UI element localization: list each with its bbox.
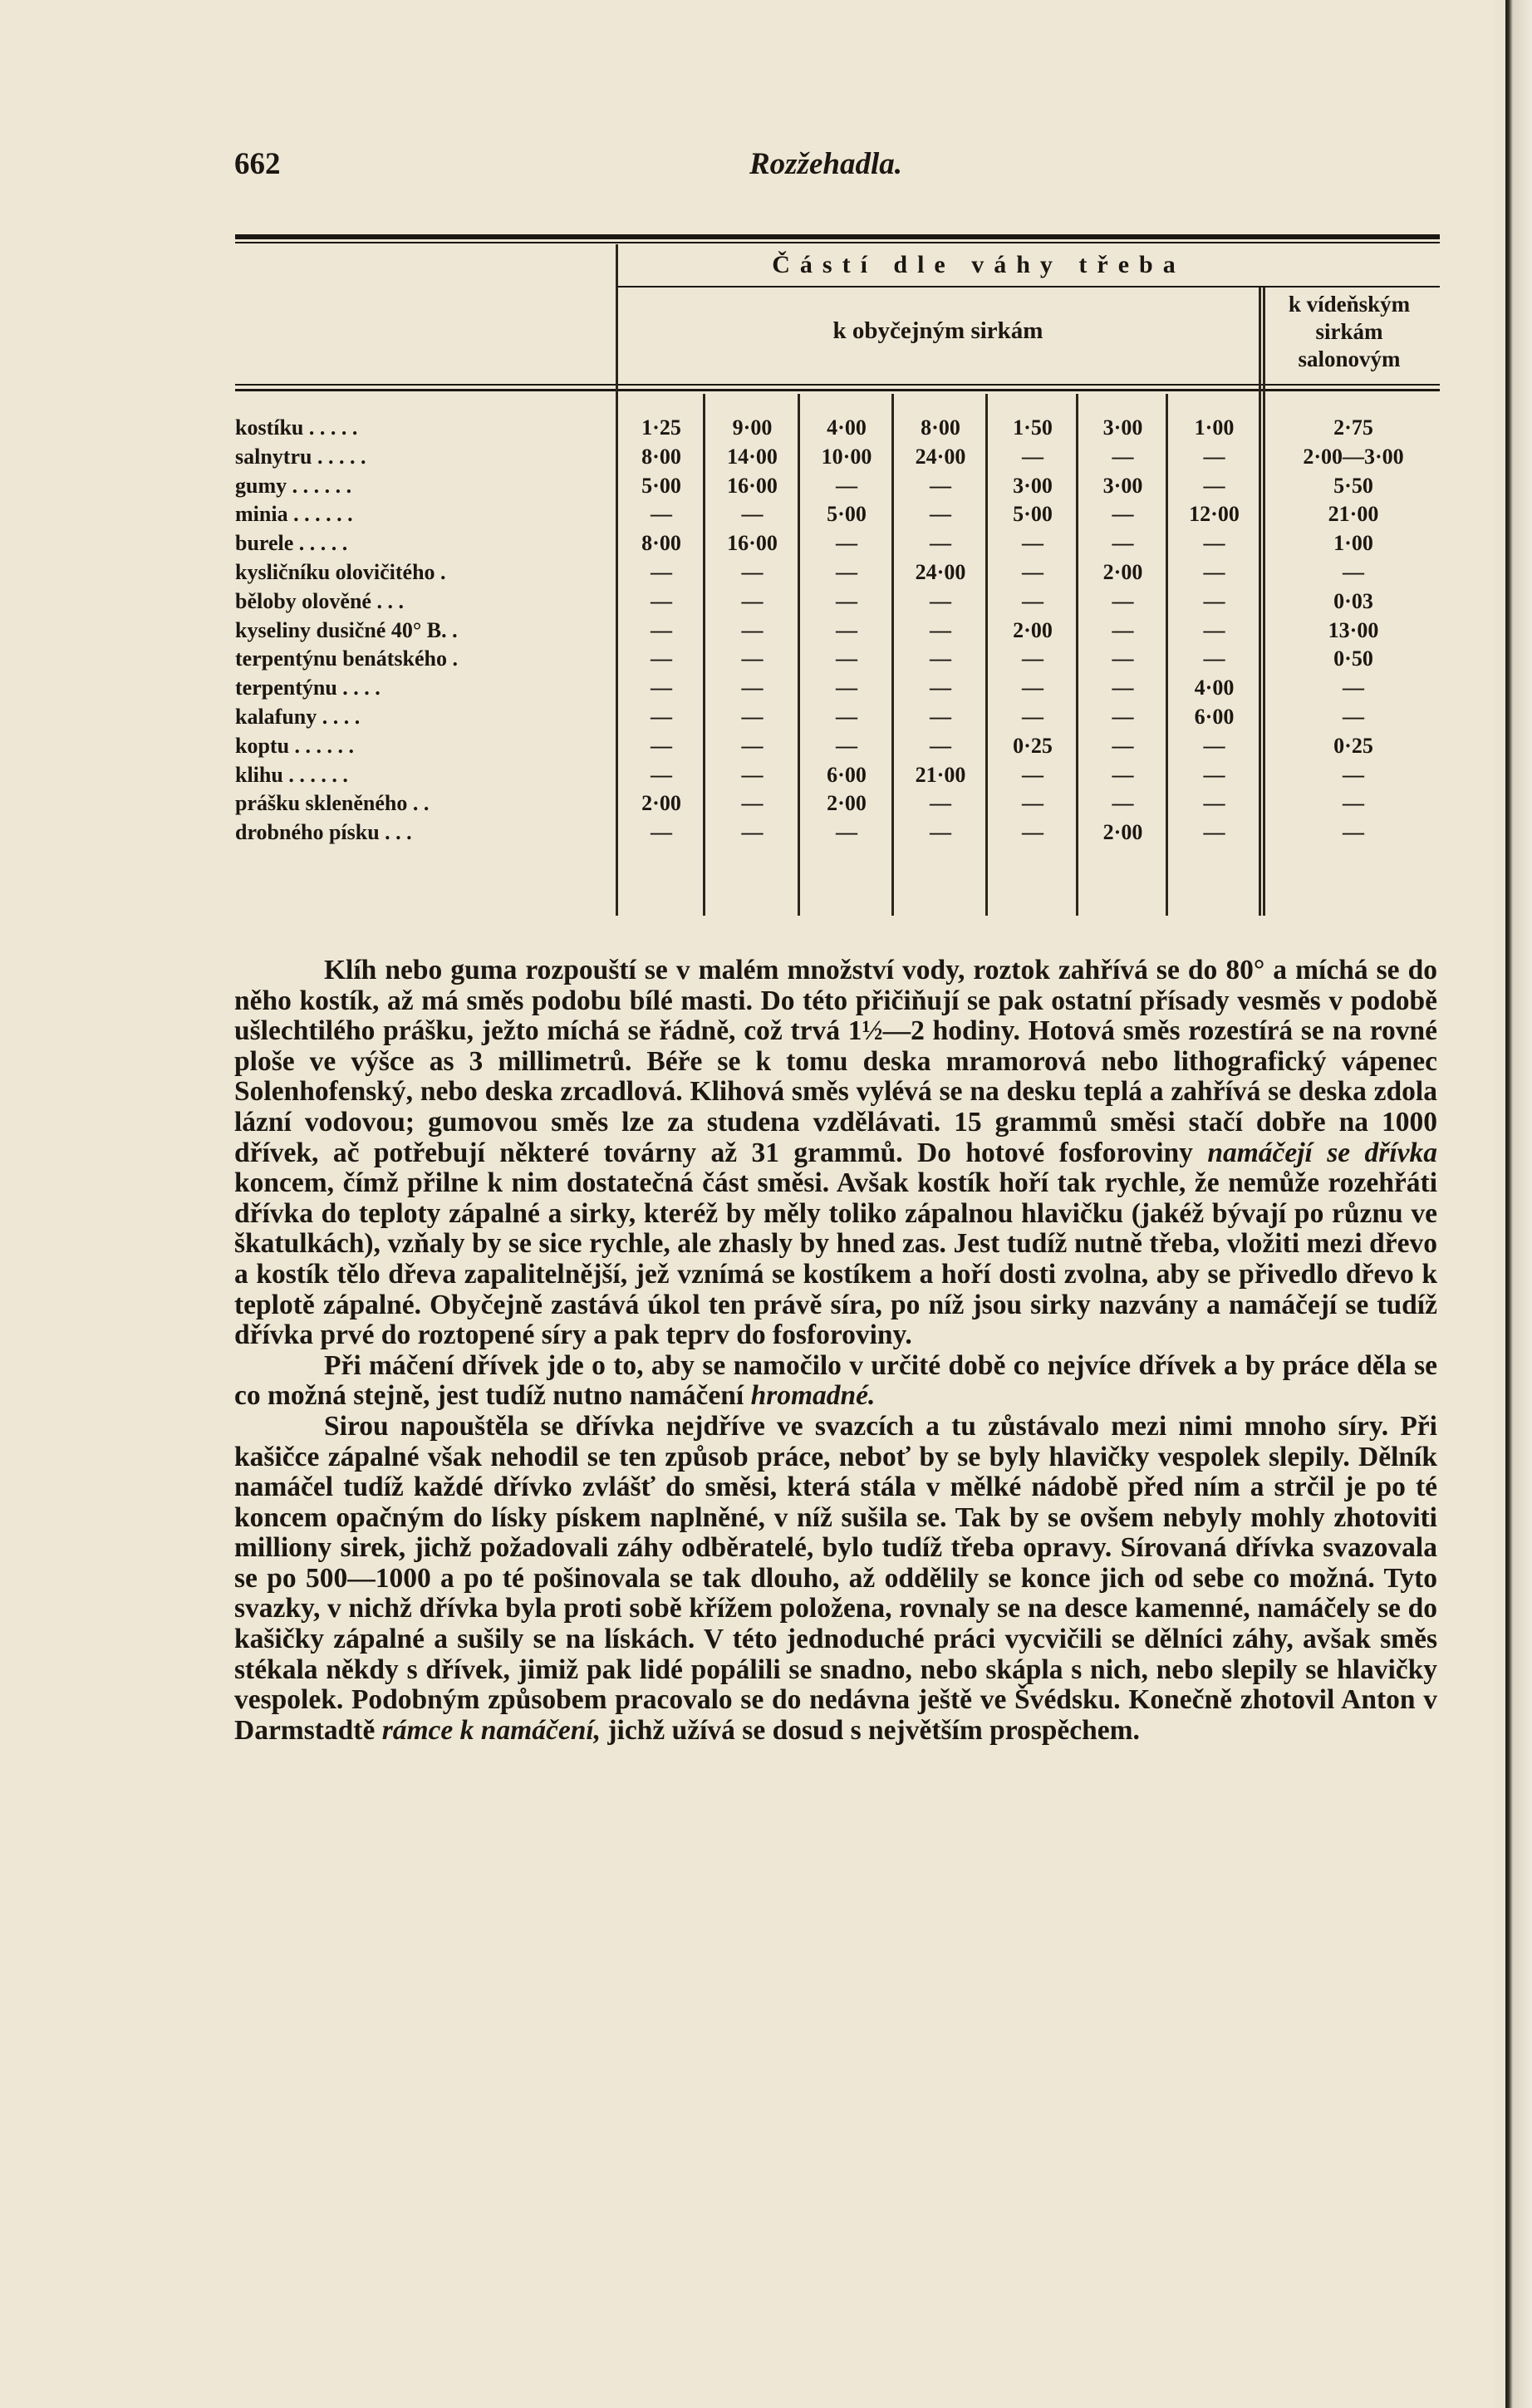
- text-run: Klíh nebo guma rozpouští se v malém množství vody, roztok zahřívá se do 80° a míchá se do něho kostík, až má směs podobu bílé masti. Do této přičiňují se pak ostatní přísady vesměs v podobě ušlechtilého prášku, ježto míchá se řádně, což trvá 1½—2 hodiny. Hotová směs rozestírá se na rovné ploše ve výšce as 3 millimetrů. Béře se k tomu deska mramorová nebo lithografický vápenec Solenhofenský, nebo deska zrcadlová. Klihová směs vylévá se na desku teplá a zahřívá se deska zdola lázní vodovou; gumovou směs lze za studena vzdělávati. 15 grammů směsi stačí dobře na 1000 dřívek, ač potřebují některé továrny až 31 grammů. Do hotové fosforoviny: [234, 955, 1437, 1168]
- table-cell: 0·03: [1333, 588, 1373, 613]
- table-cell: 10·00: [821, 444, 872, 469]
- table-cell: —: [1022, 444, 1043, 469]
- table-cell: —: [930, 531, 951, 556]
- table-cell: 3·00: [1102, 473, 1143, 498]
- table-cell: —: [930, 705, 951, 729]
- row-label: salnytru . . . . .: [235, 444, 366, 469]
- table-row: [235, 763, 1440, 791]
- table-cell: —: [1022, 676, 1043, 700]
- table-cell: —: [1203, 646, 1225, 671]
- table-cell: —: [1022, 820, 1043, 845]
- table-cell: —: [651, 762, 672, 787]
- table-cell: —: [651, 676, 672, 700]
- table-cell: 8·00: [921, 415, 960, 440]
- table-cell: 1·00: [1194, 415, 1235, 440]
- row-label: kysličníku olovičitého .: [235, 560, 446, 584]
- table-cell: —: [1022, 705, 1043, 729]
- table-cell: —: [1022, 560, 1043, 584]
- table-cell: —: [836, 820, 857, 845]
- table-cell: —: [1203, 588, 1225, 613]
- row-label: gumy . . . . . .: [235, 473, 352, 498]
- table-top-rule-thin: [235, 242, 1440, 243]
- page-number: 662: [234, 147, 281, 181]
- paragraph: [234, 1412, 1437, 1747]
- table-cell: —: [1112, 791, 1134, 816]
- table-cell: —: [1022, 791, 1043, 816]
- table-cell: 2·00—3·00: [1303, 444, 1404, 469]
- table-cell: 0·25: [1013, 733, 1053, 758]
- table-cell: —: [1343, 676, 1364, 700]
- table-row: [235, 820, 1440, 848]
- table-heading-main: Částí dle váhy třeba: [772, 251, 1186, 278]
- ingredients-table: [235, 234, 1440, 916]
- row-label: burele . . . . .: [235, 531, 348, 556]
- text-run: Při máčení dřívek jde o to, aby se namočilo v určité době co nejvíce dřívek a by práce děla se co možná stejně, jest tudíž nutno namáčení: [234, 1349, 1437, 1412]
- table-cell: —: [930, 617, 951, 642]
- page-header: [234, 146, 1444, 188]
- table-cell: —: [1112, 705, 1134, 729]
- table-cell: —: [1343, 560, 1364, 584]
- table-cell: 16·00: [727, 473, 778, 498]
- table-cell: —: [1022, 762, 1043, 787]
- table-cell: —: [1112, 588, 1134, 613]
- table-cell: 2·00: [641, 791, 681, 816]
- table-row: [235, 791, 1440, 819]
- table-cell: —: [741, 733, 764, 758]
- table-cell: 2·00: [1013, 617, 1053, 642]
- table-cell: —: [651, 705, 672, 729]
- table-row: [235, 415, 1440, 444]
- table-cell: 2·00: [827, 791, 867, 816]
- table-cell: 3·00: [1102, 415, 1143, 440]
- table-row: [235, 676, 1440, 704]
- table-cell: —: [930, 791, 951, 816]
- table-cell: —: [741, 762, 764, 787]
- table-cell: —: [1022, 646, 1043, 671]
- text-run: jichž užívá se dosud s největším prospěchem.: [607, 1714, 1140, 1746]
- row-label: klihu . . . . . .: [235, 762, 348, 787]
- running-head: Rozžehadla.: [749, 147, 903, 181]
- table-row: [235, 705, 1440, 733]
- heading-line: k vídeňským: [1288, 292, 1411, 317]
- table-cell: —: [1203, 617, 1225, 642]
- table-cell: 8·00: [641, 531, 681, 556]
- table-cell: —: [741, 588, 764, 613]
- table-cell: —: [651, 588, 672, 613]
- paragraph: [234, 956, 1437, 1351]
- table-cell: —: [836, 646, 857, 671]
- table-cell: —: [1022, 531, 1043, 556]
- heading-line: sirkám: [1315, 319, 1383, 344]
- table-row: [235, 502, 1440, 530]
- table-subheading-rule: [617, 286, 1440, 287]
- row-label: drobného písku . . .: [235, 820, 412, 845]
- table-cell: 8·00: [641, 444, 681, 469]
- table-cell: —: [836, 473, 857, 498]
- table-cell: 1·50: [1013, 415, 1053, 440]
- paragraph: [234, 1351, 1437, 1412]
- table-cell: —: [1203, 473, 1225, 498]
- table-cell: —: [651, 646, 672, 671]
- table-cell: 9·00: [732, 415, 773, 440]
- table-heading-viennese: [1259, 291, 1440, 373]
- table-cell: 2·00: [1102, 820, 1143, 845]
- table-cell: 16·00: [727, 531, 778, 556]
- table-cell: 12·00: [1189, 502, 1240, 527]
- table-cell: —: [836, 733, 857, 758]
- table-cell: —: [651, 560, 672, 584]
- table-cell: —: [930, 820, 951, 845]
- table-cell: 6·00: [1194, 705, 1235, 729]
- table-row: [235, 445, 1440, 473]
- table-cell: —: [1112, 733, 1134, 758]
- table-cell: —: [651, 820, 672, 845]
- table-cell: —: [1203, 820, 1225, 845]
- table-cell: 2·75: [1333, 415, 1373, 440]
- table-cell: —: [930, 502, 951, 527]
- table-cell: —: [1343, 820, 1364, 845]
- table-cell: —: [1112, 762, 1134, 787]
- table-cell: 2·00: [1102, 560, 1143, 584]
- table-cell: —: [741, 646, 764, 671]
- table-cell: 3·00: [1013, 473, 1053, 498]
- table-cell: —: [1112, 676, 1134, 700]
- table-cell: —: [1112, 617, 1134, 642]
- table-cell: 13·00: [1328, 617, 1379, 642]
- row-label: minia . . . . . .: [235, 502, 353, 527]
- row-label: terpentýnu benátského .: [235, 646, 458, 671]
- table-cell: —: [930, 646, 951, 671]
- table-cell: 6·00: [827, 762, 867, 787]
- emphasis: namáčejí se dřívka: [1207, 1137, 1437, 1168]
- table-cell: 1·25: [641, 415, 681, 440]
- table-row: [235, 560, 1440, 588]
- table-top-rule: [235, 234, 1440, 239]
- table-cell: 24·00: [915, 560, 966, 584]
- text-run: koncem, čímž přilne k nim dostatečná část směsi. Avšak kostík hoří tak rychle, že nemůže rozehřáti dřívka do teploty zápalné a sirky, kteréž by měly toliko zápalnou hlavičku (jakéž bývají po různu ve škatulkách), vzňaly by se sice rychle, ale zhasly by hned zas. Jest tudíž nutně třeba, vložiti mezi dřevo a kostík tělo dřeva zapalitelnější, jež vznímá se kostíkem a hoří dosti zvolna, aby se přivedlo dřevo k teplotě zápalné. Obyčejně zastává úkol ten právě síra, po níž jsou sirky nazvány a namáčejí se tudíž dřívka prvé do roztopené síry a pak teprv do fosforoviny.: [234, 1167, 1437, 1351]
- table-cell: —: [836, 617, 857, 642]
- table-cell: —: [741, 502, 764, 527]
- table-cell: —: [1112, 646, 1134, 671]
- table-cell: 0·25: [1333, 733, 1373, 758]
- table-cell: —: [836, 705, 857, 729]
- table-cell: —: [1022, 588, 1043, 613]
- table-heading-ordinary: k obyčejným sirkám: [832, 317, 1043, 344]
- table-row: [235, 618, 1440, 646]
- table-cell: 4·00: [1194, 676, 1235, 700]
- table-cell: —: [1112, 502, 1134, 527]
- table-row: [235, 589, 1440, 617]
- emphasis: rámce k namáčení,: [381, 1714, 602, 1746]
- table-cell: 5·00: [827, 502, 867, 527]
- table-cell: 5·50: [1333, 473, 1373, 498]
- table-cell: 21·00: [915, 762, 966, 787]
- table-cell: —: [1203, 733, 1225, 758]
- table-cell: —: [651, 733, 672, 758]
- table-cell: —: [930, 473, 951, 498]
- row-label: kyseliny dusičné 40° B. .: [235, 617, 458, 642]
- table-row: [235, 531, 1440, 559]
- table-cell: —: [741, 676, 764, 700]
- row-label: terpentýnu . . . .: [235, 676, 381, 700]
- heading-line: salonovým: [1298, 346, 1401, 371]
- table-cell: 1·00: [1333, 531, 1373, 556]
- table-cell: —: [1203, 531, 1225, 556]
- table-cell: —: [1203, 791, 1225, 816]
- page-edge: [1505, 0, 1532, 2408]
- table-cell: 14·00: [727, 444, 778, 469]
- text-run: Sirou napouštěla se dřívka nejdříve ve svazcích a tu zůstávalo mezi nimi mnoho síry. Při kašičce zápalné však nehodil se ten způsob práce, neboť by se byly hlavičky vespolek slepily. Dělník namáčel tudíž každé dřívko zvlášť do směsi, která stála v mělké nádobě před ním a strčil je po té koncem opačným do lísky pískem naplněné, v níž sušila se. Tak by se ovšem nebyly mohly zhotoviti milliony sirek, jichž požadovali záhy odběratelé, bylo tudíž třeba opravy. Sírovaná dřívka svazovala se po 500—1000 a po té pošinovala se tak dlouho, až oddělily se konce jich od sebe co možná. Tyto svazky, v nichž dřívka byla proti sobě křížem položena, rovnaly se na desce kamenné, namáčely se do kašičky zápalné a sušily se na lískách. V této jednoduché práci vycvičili se dělníci záhy, avšak směs stékala někdy s dřívek, jimiž pak lidé popálili se snadno, nebo skápla s nich, nebo slepily se hlavičky vespolek. Podobným způsobem pracovalo se do nedávna ještě ve Švédsku. Konečně zhotovil Anton v Darmstadtě: [234, 1410, 1437, 1746]
- table-cell: —: [741, 617, 764, 642]
- row-label: kostíku . . . . .: [235, 415, 358, 440]
- table-row: [235, 474, 1440, 502]
- table-cell: —: [836, 531, 857, 556]
- table-cell: —: [930, 733, 951, 758]
- body-text: [234, 956, 1437, 1746]
- table-cell: —: [741, 705, 764, 729]
- table-cell: 5·00: [1013, 502, 1053, 527]
- table-cell: —: [651, 502, 672, 527]
- table-cell: —: [1343, 791, 1364, 816]
- table-cell: —: [741, 820, 764, 845]
- emphasis: hromadné.: [750, 1380, 876, 1412]
- row-label: běloby olověné . . .: [235, 588, 404, 613]
- table-cell: —: [1343, 762, 1364, 787]
- table-cell: —: [1112, 531, 1134, 556]
- table-cell: 4·00: [827, 415, 867, 440]
- table-cell: —: [1203, 444, 1225, 469]
- table-cell: —: [741, 791, 764, 816]
- table-cell: —: [651, 617, 672, 642]
- table-cell: 5·00: [641, 473, 681, 498]
- table-cell: —: [1112, 444, 1134, 469]
- table-cell: —: [836, 560, 857, 584]
- table-cell: 0·50: [1333, 646, 1373, 671]
- table-cell: —: [836, 676, 857, 700]
- table-cell: —: [1203, 762, 1225, 787]
- table-row: [235, 734, 1440, 762]
- table-row: [235, 646, 1440, 675]
- table-cell: —: [930, 588, 951, 613]
- table-cell: 21·00: [1328, 502, 1379, 527]
- table-cell: —: [836, 588, 857, 613]
- table-cell: —: [1343, 705, 1364, 729]
- table-cell: —: [930, 676, 951, 700]
- table-cell: —: [1203, 560, 1225, 584]
- row-label: koptu . . . . . .: [235, 733, 355, 758]
- row-label: prášku skleněného . .: [235, 791, 430, 816]
- table-cell: —: [741, 560, 764, 584]
- row-label: kalafuny . . . .: [235, 705, 361, 729]
- table-cell: 24·00: [915, 444, 966, 469]
